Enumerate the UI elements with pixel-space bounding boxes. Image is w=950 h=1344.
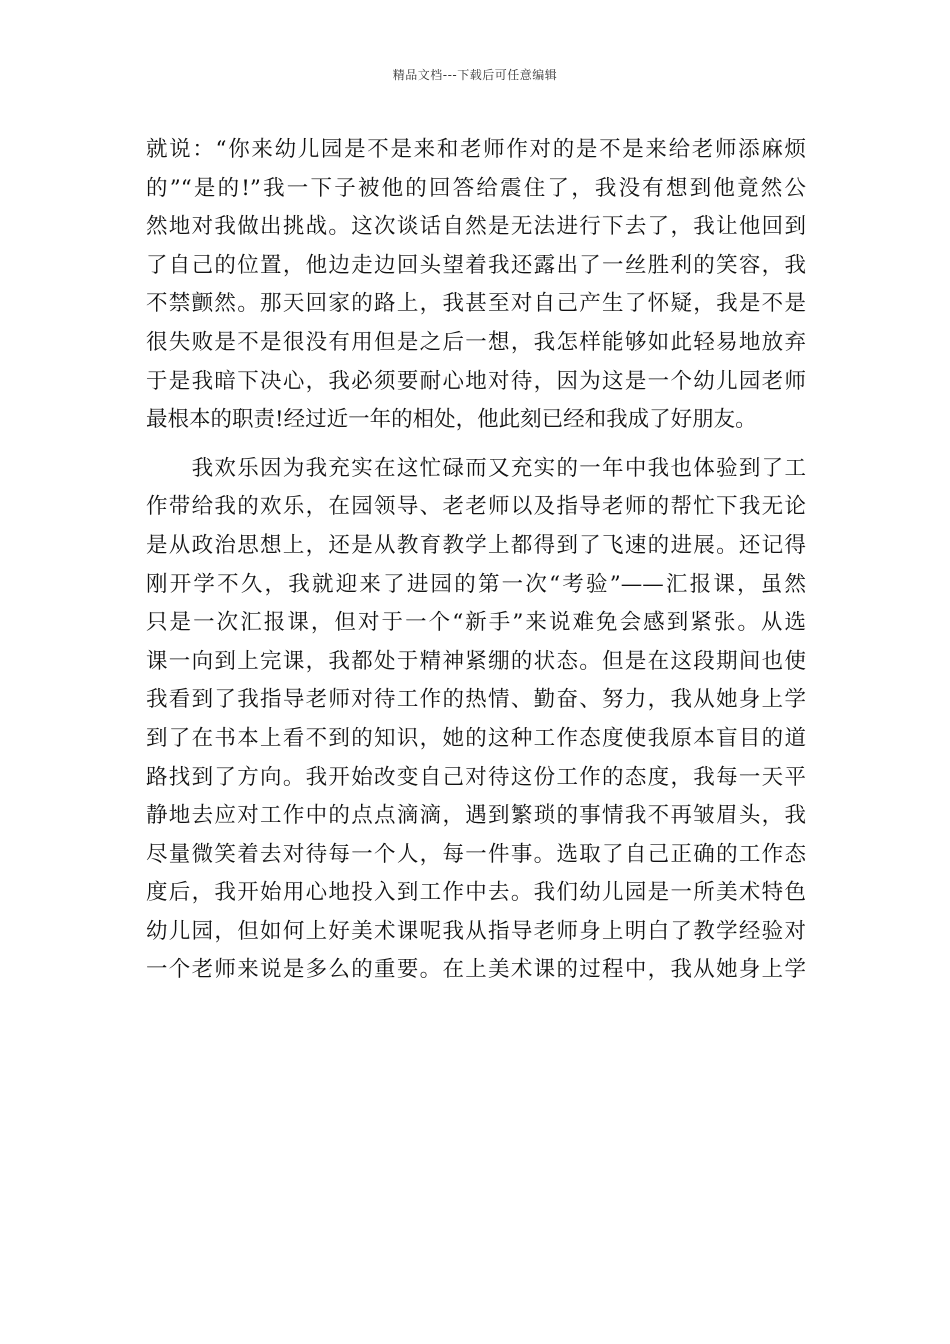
text-line: 度后，我开始用心地投入到工作中去。我们幼儿园是一所美术特色 — [146, 880, 806, 906]
text-line: 于是我暗下决心，我必须要耐心地对待，因为这是一个幼儿园老师 — [146, 368, 806, 394]
text-line: 到了在书本上看不到的知识，她的这种工作态度使我原本盲目的道 — [146, 725, 806, 751]
document-body — [146, 131, 806, 990]
text-line: 课一向到上完课，我都处于精神紧绷的状态。但是在这段期间也使 — [146, 648, 806, 674]
text-line: 静地去应对工作中的点点滴滴，遇到繁琐的事情我不再皱眉头，我 — [146, 803, 806, 829]
text-line: 只是一次汇报课，但对于一个“新手”来说难免会感到紧张。从选 — [146, 610, 806, 636]
text-line: 很失败是不是很没有用但是之后一想，我怎样能够如此轻易地放弃 — [146, 329, 806, 355]
text-line: 不禁颤然。那天回家的路上，我甚至对自己产生了怀疑，我是不是 — [146, 291, 806, 317]
page-header: 精品文档---下载后可任意编辑 — [392, 68, 558, 82]
paragraph-2 — [146, 450, 806, 990]
text-line: 刚开学不久，我就迎来了进园的第一次“考验”——汇报课，虽然 — [146, 571, 806, 597]
text-line: 最根本的职责!经过近一年的相处，他此刻已经和我成了好朋友。 — [146, 407, 757, 433]
text-line: 的”“是的!”我一下子被他的回答给震住了，我没有想到他竟然公 — [146, 175, 806, 201]
text-line: 我看到了我指导老师对待工作的热情、勤奋、努力，我从她身上学 — [146, 687, 806, 713]
text-line: 了自己的位置，他边走边回头望着我还露出了一丝胜利的笑容，我 — [146, 252, 806, 278]
text-line: 幼儿园，但如何上好美术课呢我从指导老师身上明白了教学经验对 — [146, 918, 806, 944]
text-line: 一个老师来说是多么的重要。在上美术课的过程中，我从她身上学 — [146, 957, 806, 983]
text-line: 就说：“你来幼儿园是不是来和老师作对的是不是来给老师添麻烦 — [146, 137, 806, 162]
text-line: 尽量微笑着去对待每一个人，每一件事。选取了自己正确的工作态 — [146, 841, 806, 867]
text-line: 我欢乐因为我充实在这忙碌而又充实的一年中我也体验到了工 — [146, 455, 806, 481]
text-line: 是从政治思想上，还是从教育教学上都得到了飞速的进展。还记得 — [146, 532, 806, 558]
paragraph-1 — [146, 131, 806, 440]
text-line: 然地对我做出挑战。这次谈话自然是无法进行下去了，我让他回到 — [146, 214, 806, 240]
paragraph-gap — [146, 440, 806, 450]
text-line: 路找到了方向。我开始改变自己对待这份工作的态度，我每一天平 — [146, 764, 806, 790]
text-line: 作带给我的欢乐，在园领导、老老师以及指导老师的帮忙下我无论 — [146, 494, 806, 520]
